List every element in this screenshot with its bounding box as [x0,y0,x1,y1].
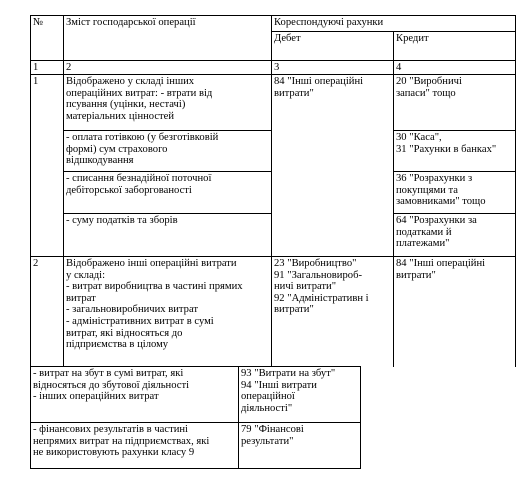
row-content: - суму податків та зборів [66,215,178,226]
row-debit: 23 "Виробництво" 91 "Загальновироб- ничі витрати" 92 "Адміністративн і витрати" [274,258,369,316]
table-border-line [30,15,31,469]
row-content: Відображено у складі інших операційних витрат: - втрати від псування (уцінки, нестачі) матеріальних цінностей [66,76,213,122]
table-border-line [238,366,239,469]
table-border-line [30,74,516,75]
table-border-line [271,15,272,367]
table-border-line [393,213,516,214]
table-border-line [63,15,64,367]
header-operation-content: Зміст господарської операції [66,17,196,28]
row-credit: 30 "Каса", 31 "Рахунки в банках" [396,132,497,155]
header-credit: Кредит [396,33,429,44]
row-number: 1 [33,76,39,87]
row-credit: 36 "Розрахунки з покупцями та замовниками" тощо [396,173,486,208]
table-border-line [30,15,516,16]
table-border-line [63,130,271,131]
header-corresponding-accounts: Кореспондуючі рахунки [274,17,384,28]
table-border-line [30,256,516,257]
table-border-line [393,130,516,131]
table-border-line [360,366,361,469]
row-credit: 64 "Розрахунки за податками й платежами" [396,215,477,250]
header-debit: Дебет [274,33,301,44]
table-border-line [30,422,361,423]
row-content: - оплата готівкою (у безготівковій формі) сум страхового відшкодування [66,132,219,167]
continuation-content: - витрат на збут в сумі витрат, які відносяться до збутової діяльності - інших операційних витрат [33,368,190,403]
table-border-line [30,366,361,367]
row-content: - списання безнадійної поточної дебіторської заборгованості [66,173,212,196]
table-border-line [63,171,271,172]
row-debit: 84 "Інші операційні витрати" [274,76,364,99]
table-border-line [63,213,271,214]
row-number: 2 [33,258,39,269]
index-cell-4: 4 [396,62,402,73]
row-credit: 20 "Виробничі запаси" тощо [396,76,462,99]
table-border-line [515,15,516,367]
table-border-line [30,60,516,61]
table-border-line [393,31,394,367]
table-border-line [393,171,516,172]
index-cell-1: 1 [33,62,39,73]
continuation-debit: 93 "Витрати на збут" 94 "Інші витрати операційної діяльності" [241,368,336,414]
index-cell-3: 3 [274,62,280,73]
row-credit: 84 "Інші операційні витрати" [396,258,486,281]
continuation-debit: 79 "Фінансові результати" [241,424,304,447]
index-cell-2: 2 [66,62,72,73]
header-number: № [33,17,44,28]
table-border-line [30,468,361,469]
continuation-content: - фінансових результатів в частині непрямих витрат на підприємствах, які не використовують рахунки класу 9 [33,424,210,459]
row-content: Відображено інші операційні витрати у складі: - витрат виробництва в частині прямих витрат - загальновиробничих витрат - адміністративних витрат в сумі витрат, які відносяться до підприємства в цілому [66,258,243,351]
